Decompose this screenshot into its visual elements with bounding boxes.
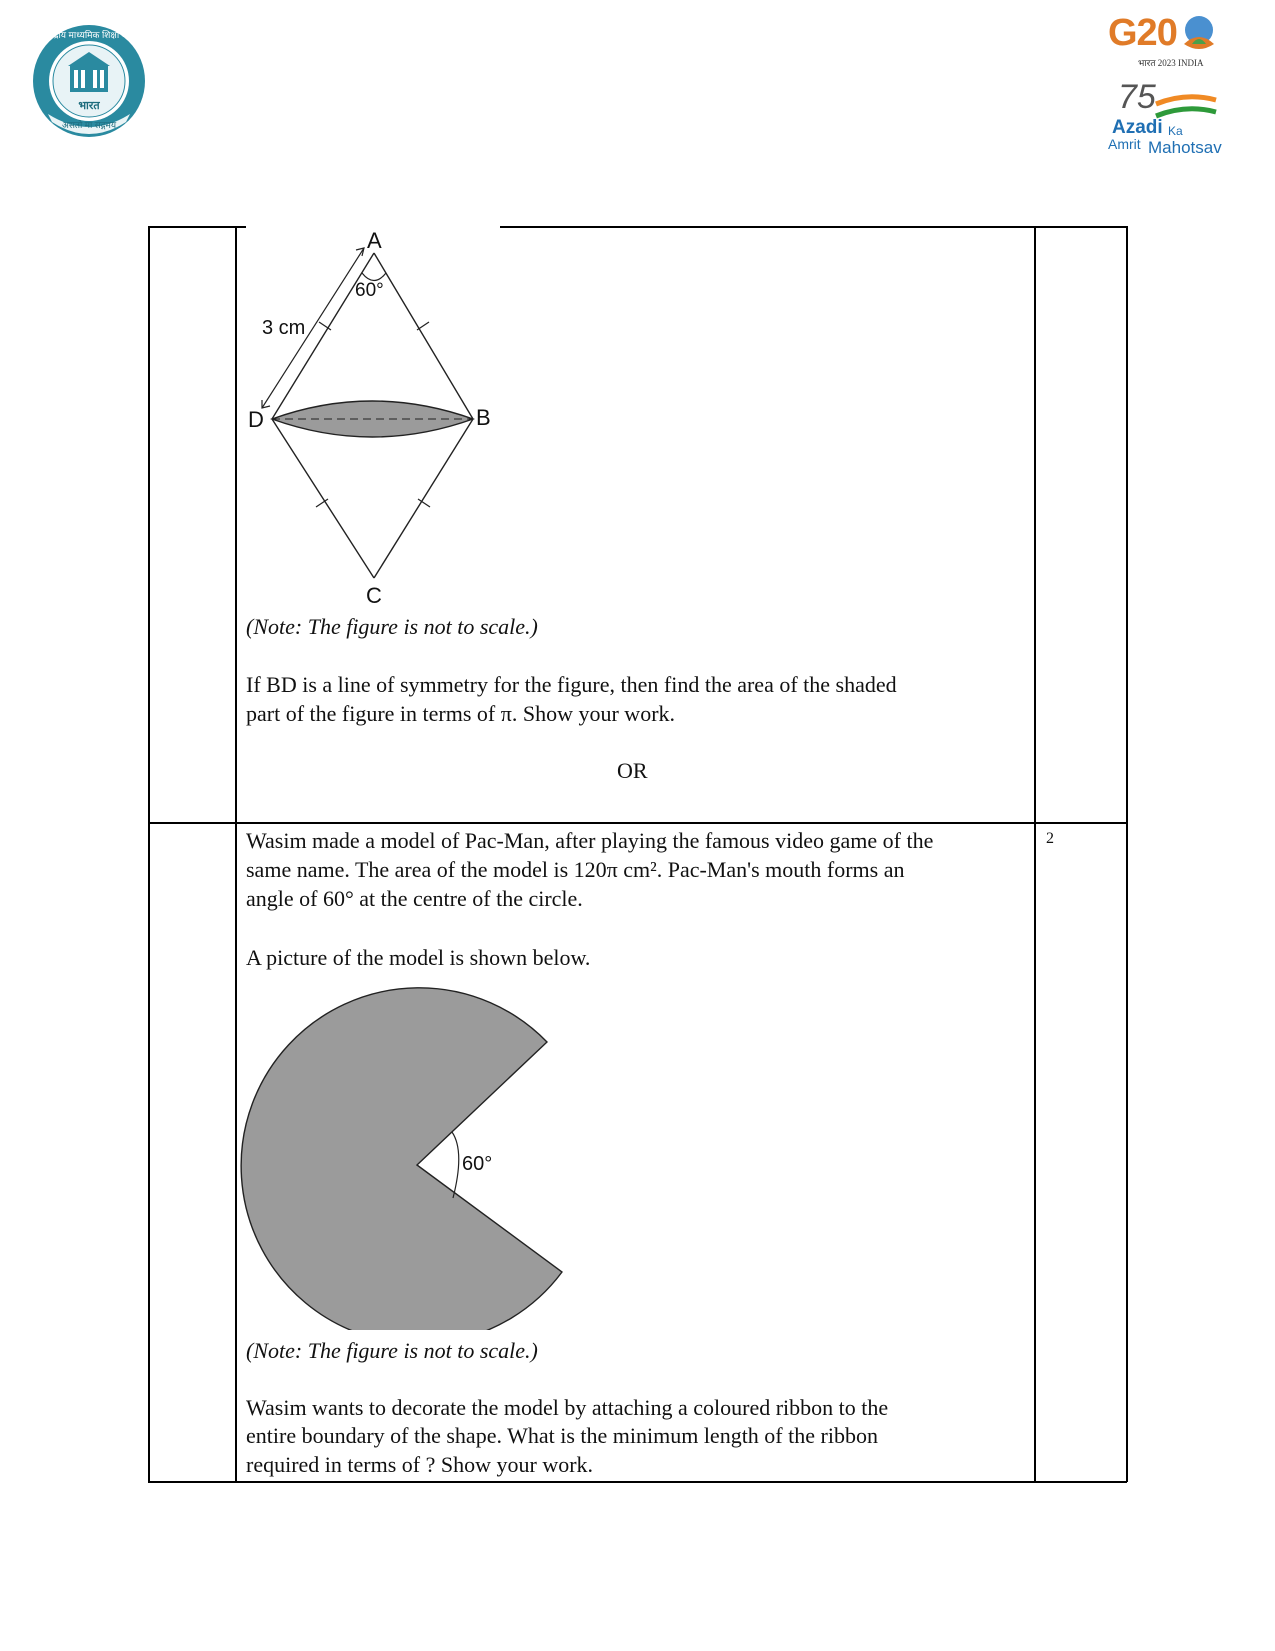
- pacman-angle-label: 60°: [462, 1153, 493, 1175]
- pacman-angle-arc: [452, 1132, 459, 1198]
- label-c: C: [366, 583, 382, 608]
- azadi-number: 75: [1118, 78, 1156, 116]
- note-a: (Note: The figure is not to scale.): [246, 614, 538, 639]
- azadi-line1: Azadi: [1112, 117, 1163, 138]
- side-label: 3 cm: [262, 317, 306, 339]
- note-b: (Note: The figure is not to scale.): [246, 1338, 538, 1363]
- question-b-line1: Wasim made a model of Pac-Man, after playing the famous video game of the: [246, 828, 934, 853]
- question-b-line2: same name. The area of the model is 120π cm². Pac-Man's mouth forms an: [246, 857, 905, 882]
- side-ab: [374, 253, 473, 419]
- table-col-line-4: [1126, 226, 1128, 1482]
- angle-label-a: 60°: [355, 280, 384, 301]
- or-separator: OR: [617, 758, 648, 783]
- cbse-bottom-text: असतो मा सद्गमय: [61, 120, 117, 130]
- question-b-para3-line3: required in terms of ? Show your work.: [246, 1452, 594, 1477]
- question-a-line2: part of the figure in terms of π. Show your work.: [246, 701, 676, 726]
- table-bottom-border: [148, 1481, 1127, 1483]
- side-dc: [272, 419, 374, 578]
- table-col-line-2: [235, 226, 237, 1482]
- label-d: D: [248, 407, 264, 432]
- question-b-line3: angle of 60° at the centre of the circle.: [246, 886, 583, 911]
- cbse-top-text: केन्द्रीय माध्यमिक शिक्षा बोर्ड: [44, 30, 134, 40]
- table-col-line-3: [1034, 226, 1036, 1482]
- cbse-logo: [30, 22, 148, 140]
- question-b-para3-line1: Wasim wants to decorate the model by attaching a coloured ribbon to the: [246, 1395, 889, 1420]
- right-logos: [1108, 12, 1248, 157]
- g20-lotus-icon: [1178, 14, 1220, 54]
- table-top-left-border: [148, 226, 246, 228]
- pacman-figure: [240, 985, 570, 1330]
- question-b-para2: A picture of the model is shown below.: [246, 945, 591, 970]
- table-row-divider: [148, 822, 1127, 824]
- azadi-line4: Mahotsav: [1148, 138, 1222, 157]
- question-a-line1: If BD is a line of symmetry for the figure, then find the area of the shaded: [246, 672, 897, 697]
- tick-ab: [417, 322, 429, 330]
- question-b-para3-line2: entire boundary of the shape. What is the minimum length of the ribbon: [246, 1423, 878, 1448]
- azadi-line2: Ka: [1168, 124, 1183, 138]
- azadi-line3: Amrit: [1108, 136, 1141, 152]
- side-bc: [374, 419, 473, 578]
- table-col-line-1: [148, 226, 150, 1482]
- label-a: A: [367, 228, 382, 253]
- cbse-center-text: भारत: [78, 100, 100, 112]
- label-b: B: [476, 405, 491, 430]
- pacman-shape: [241, 988, 562, 1330]
- tick-bc: [418, 499, 430, 507]
- table-top-right-border: [500, 226, 1127, 228]
- g20-subtext: भारत 2023 INDIA: [1138, 58, 1204, 68]
- marks-value: 2: [1046, 830, 1054, 847]
- g20-text: G20: [1108, 12, 1177, 54]
